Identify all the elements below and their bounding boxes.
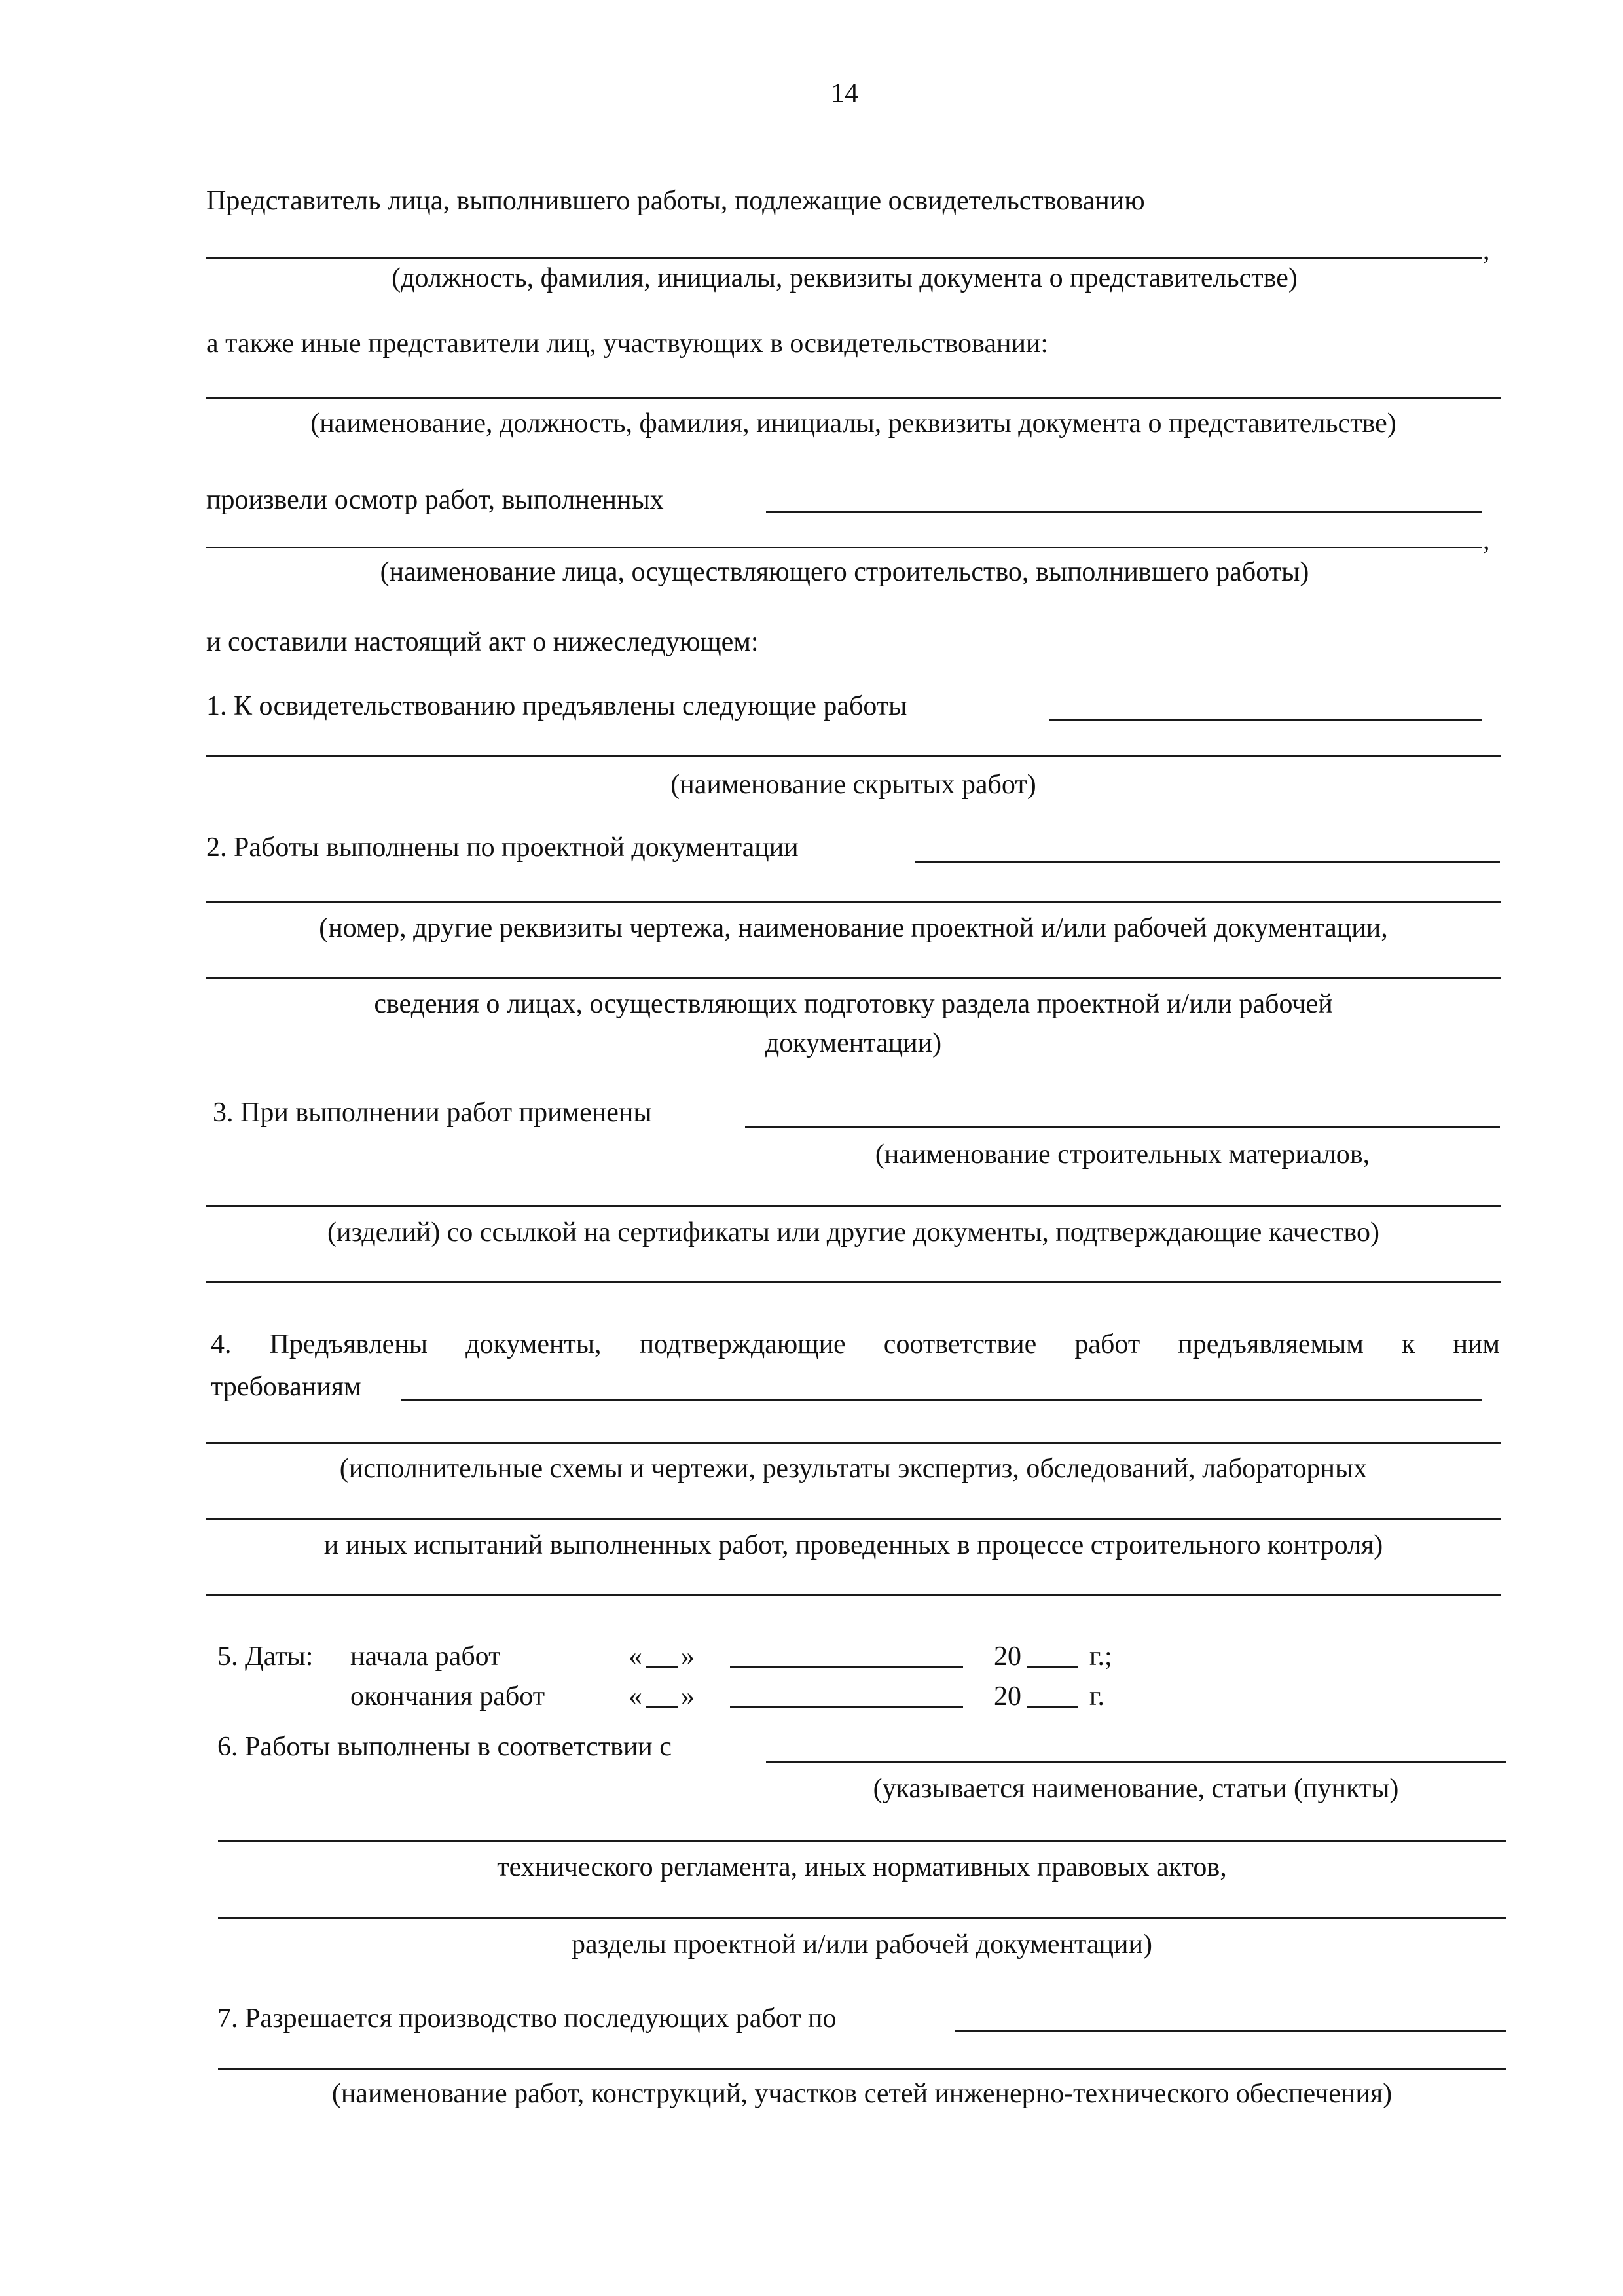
item5-label: 5. Даты: [217, 1641, 314, 1672]
rep-executor-comma: , [1483, 236, 1490, 266]
other-reps-label: а также иные представители лиц, участвующих в освидетельствовании: [206, 329, 1049, 359]
item4-caption-2: и иных испытаний выполненных работ, проведенных в процессе строительного контроля) [323, 1530, 1383, 1560]
rep-executor-caption: (должность, фамилия, инициалы, реквизиты документа о представительстве) [392, 263, 1298, 293]
end-year-suffix: г. [1089, 1681, 1104, 1712]
page-number: 14 [831, 79, 858, 109]
item2-label: 2. Работы выполнены по проектной документации [206, 833, 799, 863]
item3-label: 3. При выполнении работ применены [213, 1098, 652, 1128]
item4-caption-1: (исполнительные схемы и чертежи, результаты экспертиз, обследований, лабораторных [339, 1454, 1368, 1484]
item2-field-1[interactable] [915, 861, 1500, 863]
item6-label: 6. Работы выполнены в соответствии с [217, 1732, 672, 1762]
item3-caption-1: (наименование строительных материалов, [875, 1139, 1370, 1170]
start-day-open-quote: « [629, 1641, 642, 1672]
item4-field-2[interactable] [206, 1442, 1501, 1444]
intro-text: и составили настоящий акт о нижеследующем: [206, 627, 759, 657]
inspection-field-1[interactable] [766, 511, 1482, 513]
start-day-close-quote: » [681, 1641, 695, 1672]
inspection-label: произвели осмотр работ, выполненных [206, 485, 664, 515]
item4-label-2: требованиям [211, 1372, 361, 1402]
item2-caption-3: документации) [765, 1028, 942, 1058]
item2-caption-1: (номер, другие реквизиты чертежа, наименование проектной и/или рабочей документации, [319, 913, 1388, 943]
end-day-open-quote: « [629, 1681, 642, 1712]
item6-field-2[interactable] [218, 1840, 1506, 1842]
inspection-caption: (наименование лица, осуществляющего строительство, выполнившего работы) [380, 557, 1309, 587]
rep-executor-field[interactable] [206, 257, 1482, 259]
item3-field-2[interactable] [206, 1205, 1501, 1207]
other-reps-caption: (наименование, должность, фамилия, инициалы, реквизиты документа о представительстве) [310, 408, 1396, 439]
item1-field-2[interactable] [206, 755, 1501, 757]
rep-executor-label: Представитель лица, выполнившего работы, подлежащие освидетельствованию [206, 186, 1145, 216]
item6-caption-2: технического регламента, иных нормативных правовых актов, [497, 1852, 1227, 1882]
item7-field-2[interactable] [218, 2068, 1506, 2070]
item6-field-1[interactable] [766, 1761, 1506, 1763]
end-day-field[interactable] [646, 1706, 678, 1708]
item7-caption: (наименование работ, конструкций, участков сетей инженерно-технического обеспечения) [331, 2079, 1393, 2109]
start-year-field[interactable] [1027, 1666, 1078, 1668]
item6-field-3[interactable] [218, 1917, 1506, 1919]
end-year-prefix: 20 [994, 1681, 1021, 1712]
start-day-field[interactable] [646, 1666, 678, 1668]
start-year-suffix: г.; [1089, 1641, 1112, 1672]
other-reps-field[interactable] [206, 397, 1501, 399]
item4-label-1: 4. Предъявлены документы, подтверждающие соответствие работ предъявляемым к ним [211, 1329, 1500, 1359]
item4-field-4[interactable] [206, 1594, 1501, 1596]
item4-field-1[interactable] [401, 1399, 1482, 1401]
item1-field-1[interactable] [1049, 719, 1482, 721]
item1-caption: (наименование скрытых работ) [670, 770, 1036, 800]
item4-field-3[interactable] [206, 1518, 1501, 1520]
item7-label: 7. Разрешается производство последующих работ по [217, 2003, 837, 2034]
end-year-field[interactable] [1027, 1706, 1078, 1708]
item3-caption-2: (изделий) со ссылкой на сертификаты или другие документы, подтверждающие качество) [327, 1217, 1379, 1247]
end-date-label: окончания работ [350, 1681, 545, 1712]
item3-field-1[interactable] [745, 1126, 1500, 1128]
item7-field-1[interactable] [955, 2030, 1506, 2032]
end-day-close-quote: » [681, 1681, 695, 1712]
start-year-prefix: 20 [994, 1641, 1021, 1672]
item2-field-2[interactable] [206, 901, 1501, 903]
item6-caption-1: (указывается наименование, статьи (пункты) [873, 1774, 1399, 1804]
item6-caption-3: разделы проектной и/или рабочей документации) [572, 1929, 1152, 1960]
item2-caption-2: сведения о лицах, осуществляющих подготовку раздела проектной и/или рабочей [374, 989, 1333, 1019]
start-date-label: начала работ [350, 1641, 501, 1672]
inspection-field-2[interactable] [206, 547, 1482, 548]
item1-label: 1. К освидетельствованию предъявлены следующие работы [206, 691, 907, 721]
item2-field-3[interactable] [206, 977, 1501, 979]
item3-field-3[interactable] [206, 1281, 1501, 1283]
start-month-field[interactable] [730, 1666, 963, 1668]
inspection-comma: , [1483, 526, 1490, 556]
end-month-field[interactable] [730, 1706, 963, 1708]
